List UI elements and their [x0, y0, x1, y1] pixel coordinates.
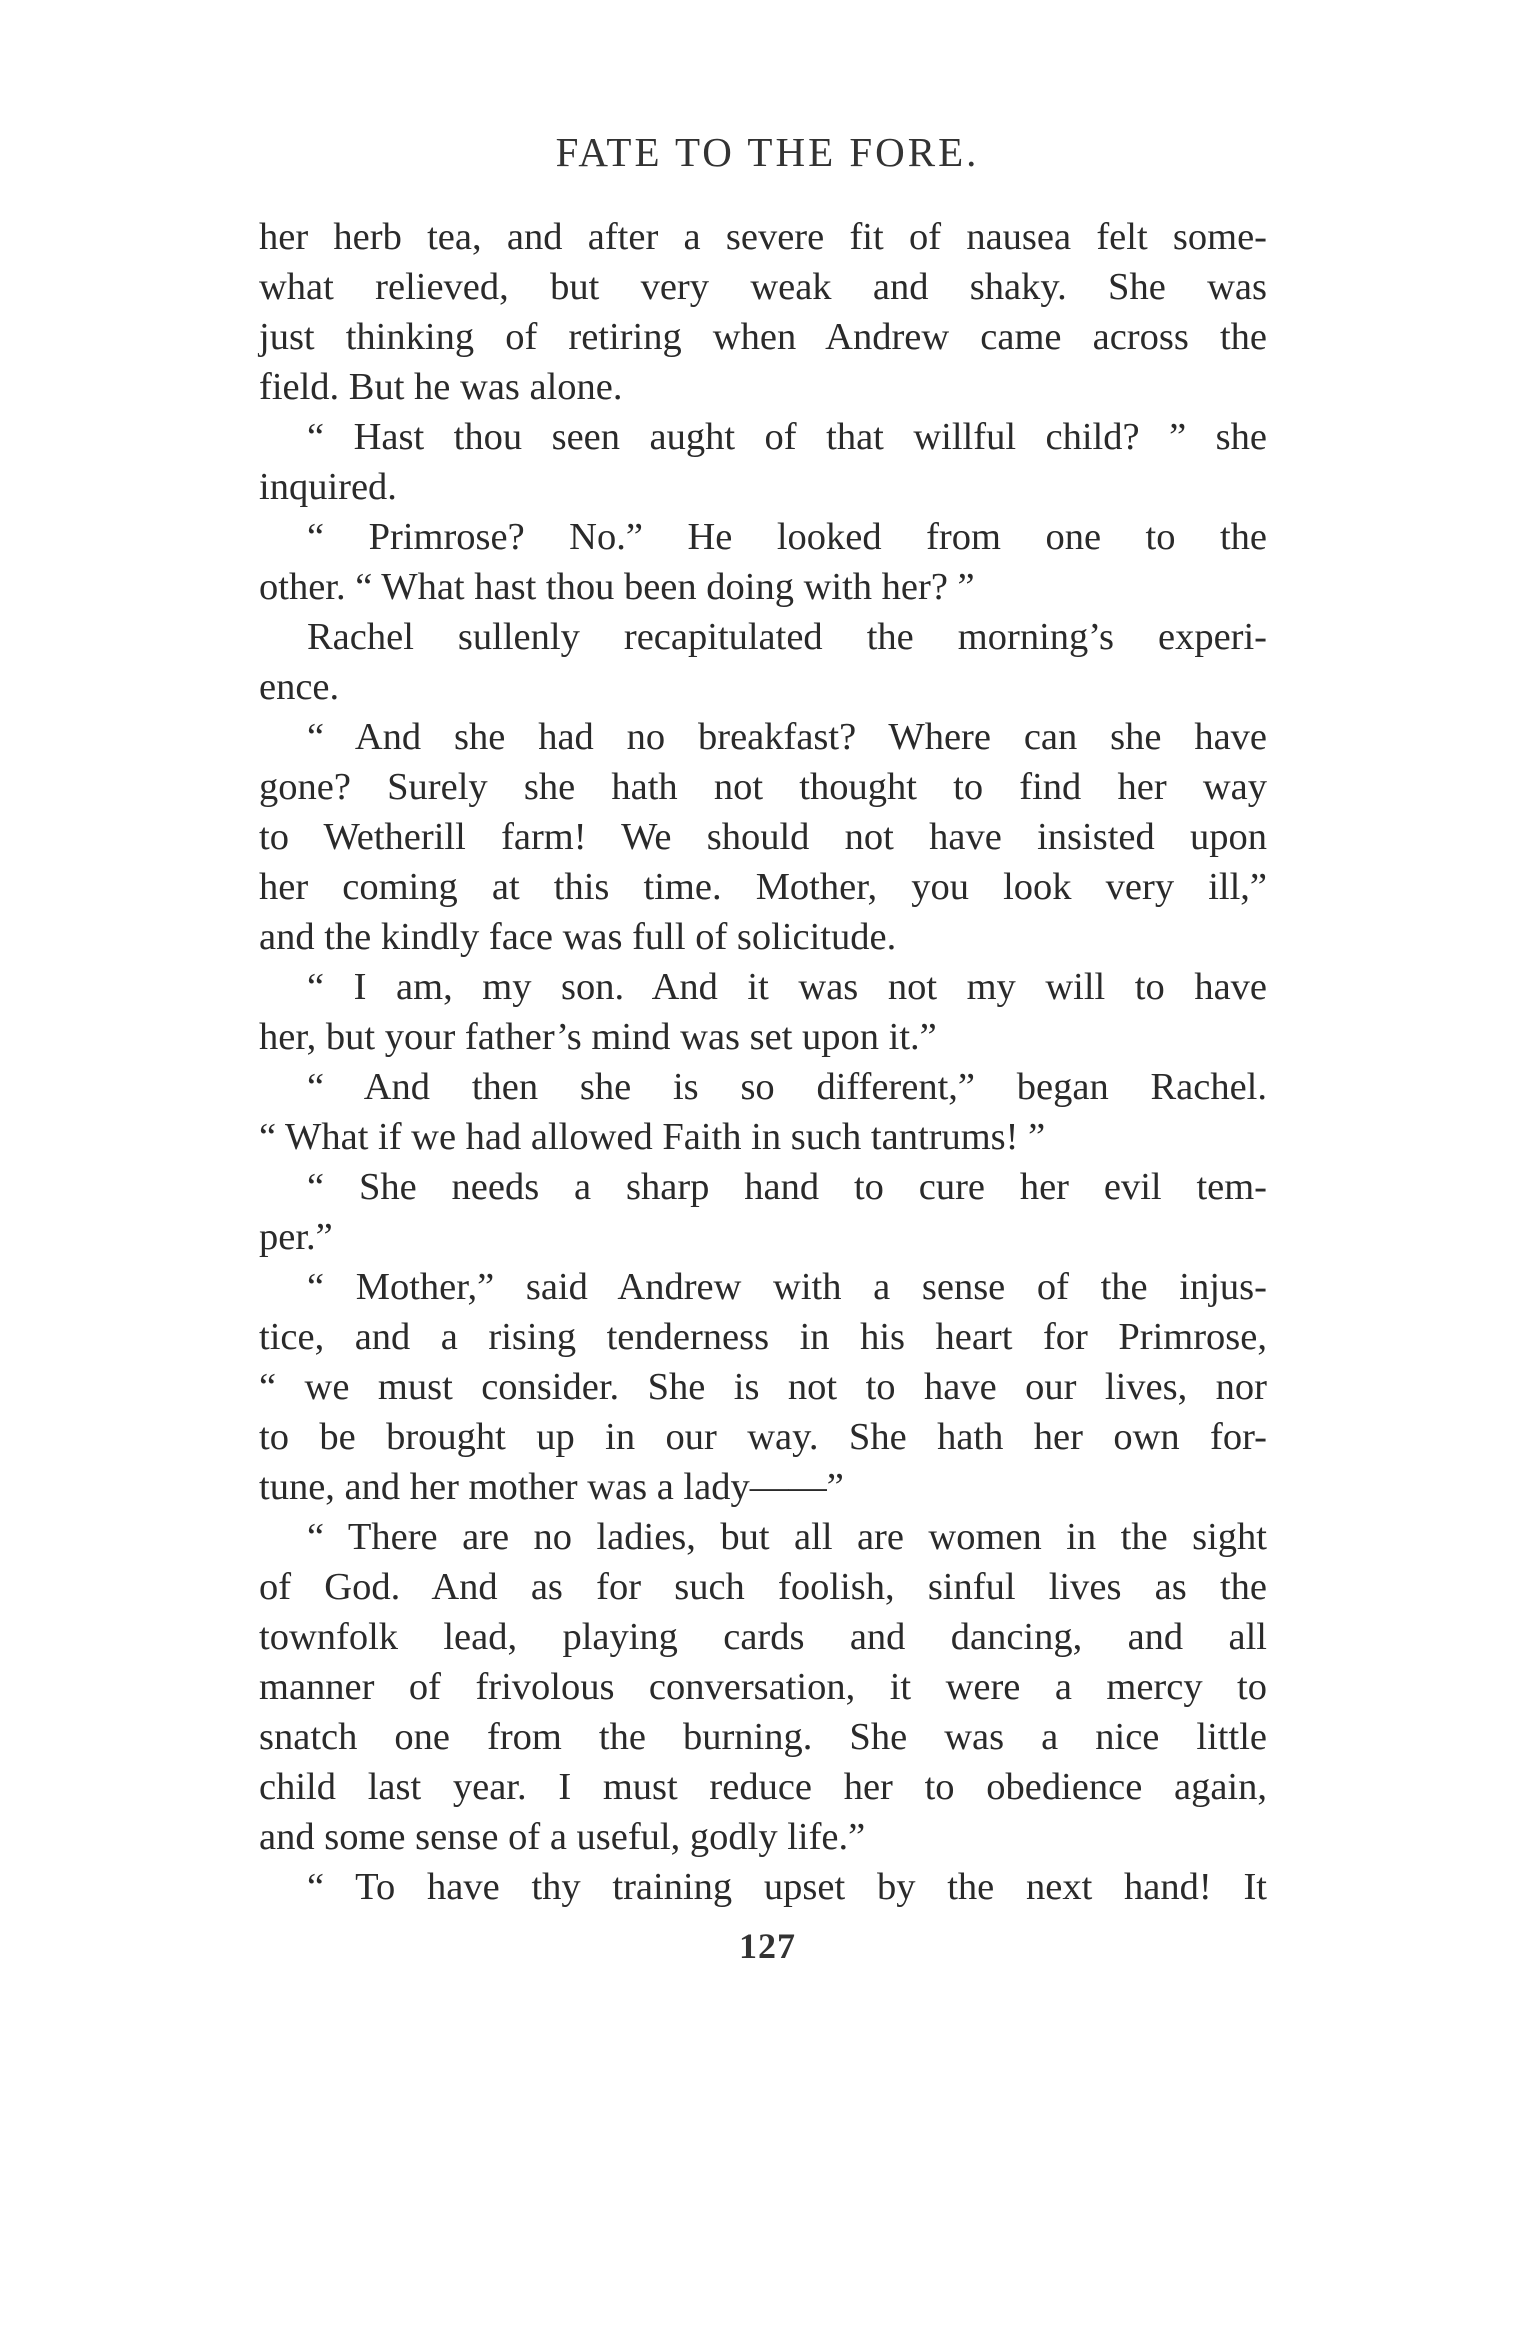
text-line: what relieved, but very weak and shaky. She was: [259, 266, 1267, 308]
text-line: “ And she had no breakfast? Where can she have: [307, 716, 1267, 758]
text-line: to Wetherill farm! We should not have insisted upon: [259, 816, 1267, 858]
text-line: to be brought up in our way. She hath her own for-: [259, 1416, 1267, 1458]
running-head: FATE TO THE FORE.: [555, 129, 980, 175]
text-line: townfolk lead, playing cards and dancing, and all: [259, 1616, 1267, 1658]
text-line: tune, and her mother was a lady——”: [259, 1466, 844, 1508]
text-line: gone? Surely she hath not thought to find her way: [259, 766, 1267, 808]
body-text: [259, 212, 1267, 1912]
text-line: child last year. I must reduce her to obedience again,: [259, 1766, 1267, 1808]
text-line: ence.: [259, 666, 340, 708]
text-line: “ And then she is so different,” began Rachel.: [307, 1066, 1267, 1108]
text-line: field. But he was alone.: [259, 366, 623, 408]
text-line: inquired.: [259, 466, 397, 508]
text-line: tice, and a rising tenderness in his heart for Primrose,: [259, 1316, 1267, 1358]
text-line: per.”: [259, 1216, 333, 1258]
text-line: and the kindly face was full of solicitude.: [259, 916, 897, 958]
page-number: 127: [739, 1926, 796, 1966]
text-line: of God. And as for such foolish, sinful lives as the: [259, 1566, 1267, 1608]
text-line: “ She needs a sharp hand to cure her evil tem-: [307, 1166, 1267, 1208]
text-line: “ Primrose? No.” He looked from one to the: [307, 516, 1267, 558]
text-line: “ What if we had allowed Faith in such tantrums! ”: [259, 1116, 1046, 1158]
text-line: just thinking of retiring when Andrew came across the: [259, 316, 1267, 358]
text-line: “ To have thy training upset by the next hand! It: [307, 1866, 1267, 1908]
text-line: other. “ What hast thou been doing with her? ”: [259, 566, 975, 608]
text-line: “ There are no ladies, but all are women in the sight: [307, 1516, 1267, 1558]
text-line: snatch one from the burning. She was a nice little: [259, 1716, 1267, 1758]
text-line: “ Mother,” said Andrew with a sense of the injus-: [307, 1266, 1267, 1308]
text-line: manner of frivolous conversation, it were a mercy to: [259, 1666, 1267, 1708]
text-line: her, but your father’s mind was set upon it.”: [259, 1016, 937, 1058]
text-line: her herb tea, and after a severe fit of nausea felt some-: [259, 216, 1267, 258]
text-line: her coming at this time. Mother, you look very ill,”: [259, 866, 1267, 908]
text-line: Rachel sullenly recapitulated the morning’s experi-: [307, 616, 1267, 658]
text-line: “ we must consider. She is not to have our lives, nor: [259, 1366, 1267, 1408]
text-line: and some sense of a useful, godly life.”: [259, 1816, 866, 1858]
text-line: “ Hast thou seen aught of that willful child? ” she: [307, 416, 1267, 458]
text-line: “ I am, my son. And it was not my will to have: [307, 966, 1267, 1008]
